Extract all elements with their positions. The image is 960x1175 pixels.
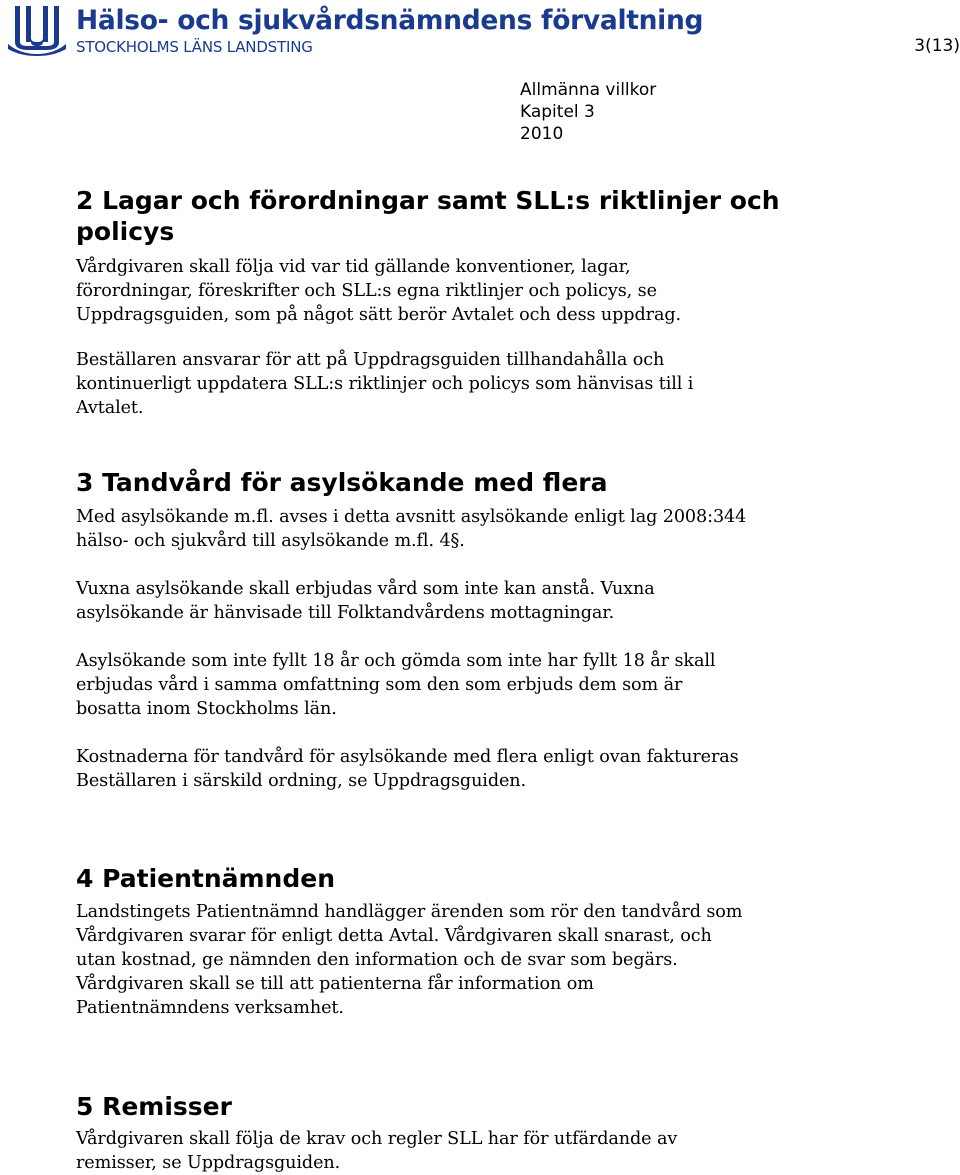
section-3-paragraph [76,649,715,721]
text-line: Landstingets Patientnämnd handlägger ärenden som rör den tandvård som [76,902,743,922]
text-line: Avtalet. [76,398,144,418]
text-line: Vårdgivaren skall se till att patienterna får information om [76,974,594,994]
text-line: hälso- och sjukvård till asylsökande m.fl. 4§. [76,531,465,551]
text-line: Vårdgivaren skall följa vid var tid gällande konventioner, lagar, [76,257,631,277]
section-3-paragraph [76,505,746,553]
text-line: bosatta inom Stockholms län. [76,699,337,719]
document-chapter: Kapitel 3 [520,102,595,122]
section-2-paragraph [76,255,681,327]
section-5-paragraph [76,1127,677,1175]
document-title: Allmänna villkor [520,80,657,100]
page-header [0,0,960,60]
section-2-heading-line: 2 Lagar och förordningar samt SLL:s riktlinjer och [76,186,780,215]
page-number: 3(13) [914,36,960,56]
text-line: Kostnaderna för tandvård för asylsökande med flera enligt ovan faktureras [76,747,739,767]
text-line: asylsökande är hänvisade till Folktandvårdens mottagningar. [76,603,615,623]
section-3-paragraph [76,745,739,793]
text-line: Vuxna asylsökande skall erbjudas vård som inte kan anstå. Vuxna [76,579,655,599]
document-meta [520,79,656,145]
text-line: Patientnämndens verksamhet. [76,998,344,1018]
organization-name: Hälso- och sjukvårdsnämndens förvaltning [76,5,704,36]
section-2-paragraph [76,348,693,420]
text-line: Beställaren i särskild ordning, se Uppdragsguiden. [76,771,527,791]
section-5-heading: 5 Remisser [76,1092,232,1121]
text-line: Beställaren ansvarar för att på Uppdragsguiden tillhandahålla och [76,350,665,370]
text-line: Asylsökande som inte fyllt 18 år och gömda som inte har fyllt 18 år skall [76,651,716,671]
text-line: remisser, se Uppdragsguiden. [76,1153,341,1173]
section-2-heading [76,186,780,216]
section-4-paragraph [76,900,742,1020]
section-4-heading: 4 Patientnämnden [76,864,336,893]
text-line: Med asylsökande m.fl. avses i detta avsnitt asylsökande enligt lag 2008:344 [76,507,747,527]
text-line: Uppdragsguiden, som på något sätt berör Avtalet och dess uppdrag. [76,305,681,325]
text-line: utan kostnad, ge nämnden den information och de svar som begärs. [76,950,678,970]
text-line: Vårdgivaren skall följa de krav och regler SLL har för utfärdande av [76,1129,678,1149]
text-line: erbjudas vård i samma omfattning som den som erbjuds dem som är [76,675,683,695]
document-year: 2010 [520,124,564,144]
section-3-paragraph [76,577,655,625]
organization-subtitle: STOCKHOLMS LÄNS LANDSTING [76,38,313,56]
sll-logo-icon [6,4,68,56]
text-line: förordningar, föreskrifter och SLL:s egna riktlinjer och policys, se [76,281,657,301]
section-2-heading-cont [76,217,174,247]
section-3-heading: 3 Tandvård för asylsökande med flera [76,468,608,497]
text-line: Vårdgivaren svarar för enligt detta Avtal. Vårdgivaren skall snarast, och [76,926,712,946]
section-2-heading-line: policys [76,217,175,246]
text-line: kontinuerligt uppdatera SLL:s riktlinjer och policys som hänvisas till i [76,374,694,394]
